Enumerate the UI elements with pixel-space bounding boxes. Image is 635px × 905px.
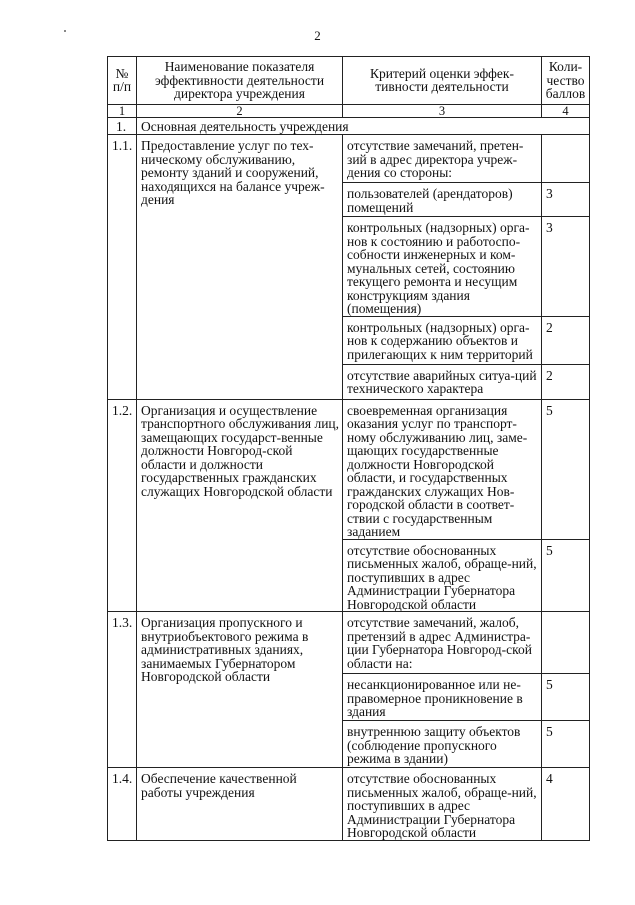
header-num: № п/п — [108, 57, 137, 105]
indicator-name: Организация пропускного и внутриобъектового режима в административных зданиях, занимаемых Губернатором Новгородской области — [137, 612, 343, 768]
section-num: 1. — [108, 117, 137, 135]
row-num: 1.4. — [108, 768, 137, 841]
header-criterion: Критерий оценки эффек-тивности деятельности — [343, 57, 542, 105]
criterion-text: отсутствие замечаний, претен-зий в адрес директора учреж-дения со стороны: — [343, 135, 542, 183]
criterion-text: контрольных (надзорных) орга-нов к состоянию и работоспо-собности инженерных и ком-мунальных сетей, состоянию текущего ремонта и несущим конструкциям здания (помещения) — [343, 217, 542, 317]
section-row — [108, 117, 590, 135]
header-indicator-name: Наименование показателя эффективности деятельности директора учреждения — [137, 57, 343, 105]
points-value — [542, 612, 590, 674]
page-number: 2 — [314, 28, 321, 43]
row-num: 1.1. — [108, 135, 137, 400]
criterion-text: отсутствие обоснованных письменных жалоб, обраще-ний, поступивших в адрес Администрации Губернатора Новгородской области — [343, 539, 542, 612]
points-value: 5 — [542, 399, 590, 539]
col-number: 2 — [137, 104, 343, 117]
indicator-name: Обеспечение качественной работы учреждения — [137, 768, 343, 841]
points-value: 2 — [542, 316, 590, 364]
points-value: 2 — [542, 364, 590, 399]
criterion-text: несанкционированное или не-правомерное проникновение в здания — [343, 674, 542, 721]
criterion-text: отсутствие обоснованных письменных жалоб, обраще-ний, поступивших в адрес Администрации Губернатора Новгородской области — [343, 768, 542, 841]
row-num: 1.3. — [108, 612, 137, 768]
criterion-text: контрольных (надзорных) орга-нов к содержанию объектов и прилегающих к ним территорий — [343, 316, 542, 364]
table-row — [108, 399, 590, 539]
header-row — [108, 57, 590, 105]
col-number: 1 — [108, 104, 137, 117]
points-value: 3 — [542, 217, 590, 317]
section-title: Основная деятельность учреждения — [137, 117, 590, 135]
indicators-table — [107, 56, 590, 841]
criterion-text: отсутствие аварийных ситуа-ций технического характера — [343, 364, 542, 399]
points-value: 3 — [542, 183, 590, 217]
criterion-text: своевременная организация оказания услуг по транспорт-ному обслуживанию лиц, заме-щающих государственные должности Новгородской области, и государственных гражданских служащих Нов-городской области в соответ-ствии с государственным заданием — [343, 399, 542, 539]
column-number-row — [108, 104, 590, 117]
points-value — [542, 135, 590, 183]
indicator-name: Предоставление услуг по тех-ническому обслуживанию, ремонту зданий и сооружений, находящихся на балансе учреж-дения — [137, 135, 343, 400]
table-row — [108, 135, 590, 183]
row-num: 1.2. — [108, 399, 137, 612]
table-row — [108, 612, 590, 674]
header-points: Коли-чество баллов — [542, 57, 590, 105]
table-row — [108, 768, 590, 841]
criterion-text: внутреннюю защиту объектов (соблюдение пропускного режима в здании) — [343, 721, 542, 768]
points-value: 5 — [542, 539, 590, 612]
indicator-name: Организация и осуществление транспортного обслуживания лиц, замещающих государст-венные должности Новгород-ской области и должности государственных гражданских служащих Новгородской области — [137, 399, 343, 612]
col-number: 3 — [343, 104, 542, 117]
points-value: 5 — [542, 721, 590, 768]
col-number: 4 — [542, 104, 590, 117]
criterion-text: отсутствие замечаний, жалоб, претензий в адрес Администра-ции Губернатора Новгород-ской области на: — [343, 612, 542, 674]
criterion-text: пользователей (арендаторов) помещений — [343, 183, 542, 217]
points-value: 5 — [542, 674, 590, 721]
points-value: 4 — [542, 768, 590, 841]
